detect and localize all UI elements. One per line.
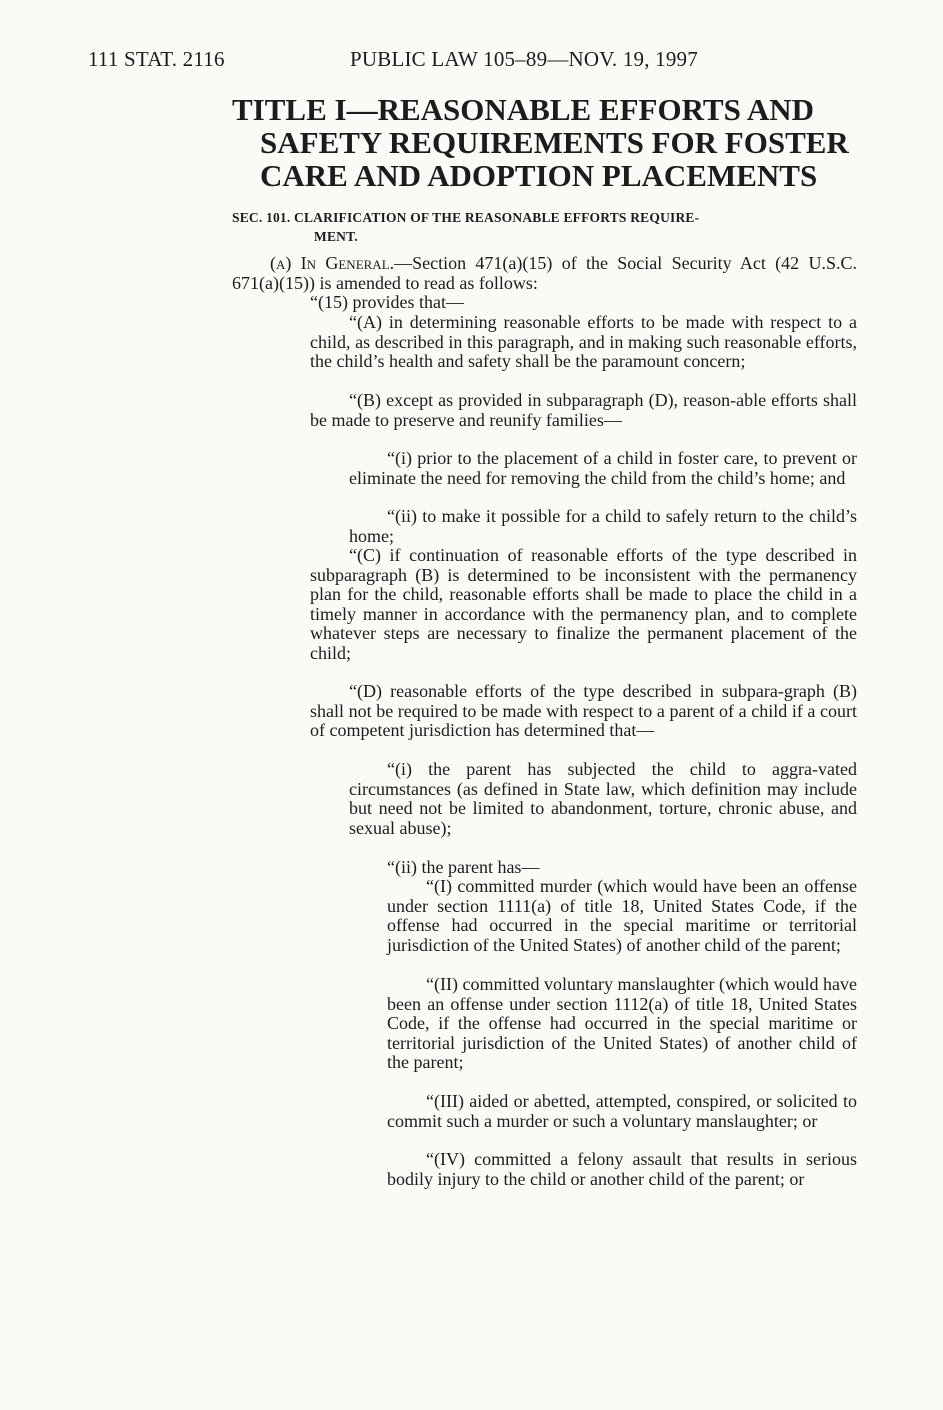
- title-line-1: TITLE I—REASONABLE EFFORTS AND: [232, 92, 815, 127]
- subparagraph-b: “(B) except as provided in subparagraph (D), reason-able efforts shall be made to preserve and reunify families—: [310, 390, 857, 430]
- title-line-2: SAFETY REQUIREMENTS FOR FOSTER: [260, 125, 849, 160]
- law-reference: PUBLIC LAW 105–89—NOV. 19, 1997: [350, 47, 698, 71]
- subparagraph-d: “(D) reasonable efforts of the type described in subpara-graph (B) shall not be required to be made with respect to a parent of a child if a court of competent jurisdiction has determined that—: [310, 681, 857, 740]
- clause-d-ii: “(ii) the parent has—: [387, 857, 540, 877]
- page-reference: 111 STAT. 2116: [88, 47, 225, 71]
- subclause-i: “(I) committed murder (which would have been an offense under section 1111(a) of title 18, United States Code, if the offense had occurred in the special maritime or territorial jurisdiction of the United States) of another child of the parent;: [387, 876, 857, 955]
- subclause-iii: “(III) aided or abetted, attempted, conspired, or solicited to commit such a murder or such a voluntary manslaughter; or: [387, 1091, 857, 1131]
- section-heading: SEC. 101. CLARIFICATION OF THE REASONABLE EFFORTS REQUIRE-: [232, 210, 700, 225]
- clause-b-i: “(i) prior to the placement of a child in foster care, to prevent or eliminate the need for removing the child from the child’s home; and: [349, 448, 857, 488]
- subparagraph-c: “(C) if continuation of reasonable efforts of the type described in subparagraph (B) is determined to be inconsistent with the permanency plan for the child, reasonable efforts shall be made to place the child in a timely manner in accordance with the permanency plan, and to complete whatever steps are necessary to finalize the permanent placement of the child;: [310, 545, 857, 663]
- subclause-ii: “(II) committed voluntary manslaughter (which would have been an offense under section 1112(a) of title 18, United States Code, if the offense had occurred in the special maritime or territorial jurisdiction of the United States) of another child of the parent;: [387, 974, 857, 1072]
- section-heading-continued: MENT.: [314, 229, 358, 244]
- clause-d-i: “(i) the parent has subjected the child to aggra-vated circumstances (as defined in State law, which definition may include but need not be limited to abandonment, torture, chronic abuse, and sexual abuse);: [349, 759, 857, 838]
- paragraph-15: “(15) provides that—: [310, 292, 464, 312]
- subparagraph-a: “(A) in determining reasonable efforts to be made with respect to a child, as described in this paragraph, and in making such reasonable efforts, the child’s health and safety shall be the paramount concern;: [310, 312, 857, 371]
- subsection-text: —Section 471(a)(15) of the Social Security Act (42 U.S.C. 671(a)(15)) is amended to read as follows:: [232, 253, 857, 293]
- subsection-label: (a) In General.: [270, 253, 395, 273]
- subsection-a: [232, 254, 857, 293]
- title-line-3: CARE AND ADOPTION PLACEMENTS: [260, 158, 818, 193]
- subclause-iv: “(IV) committed a felony assault that results in serious bodily injury to the child or another child of the parent; or: [387, 1149, 857, 1189]
- clause-b-ii: “(ii) to make it possible for a child to safely return to the child’s home;: [349, 506, 857, 546]
